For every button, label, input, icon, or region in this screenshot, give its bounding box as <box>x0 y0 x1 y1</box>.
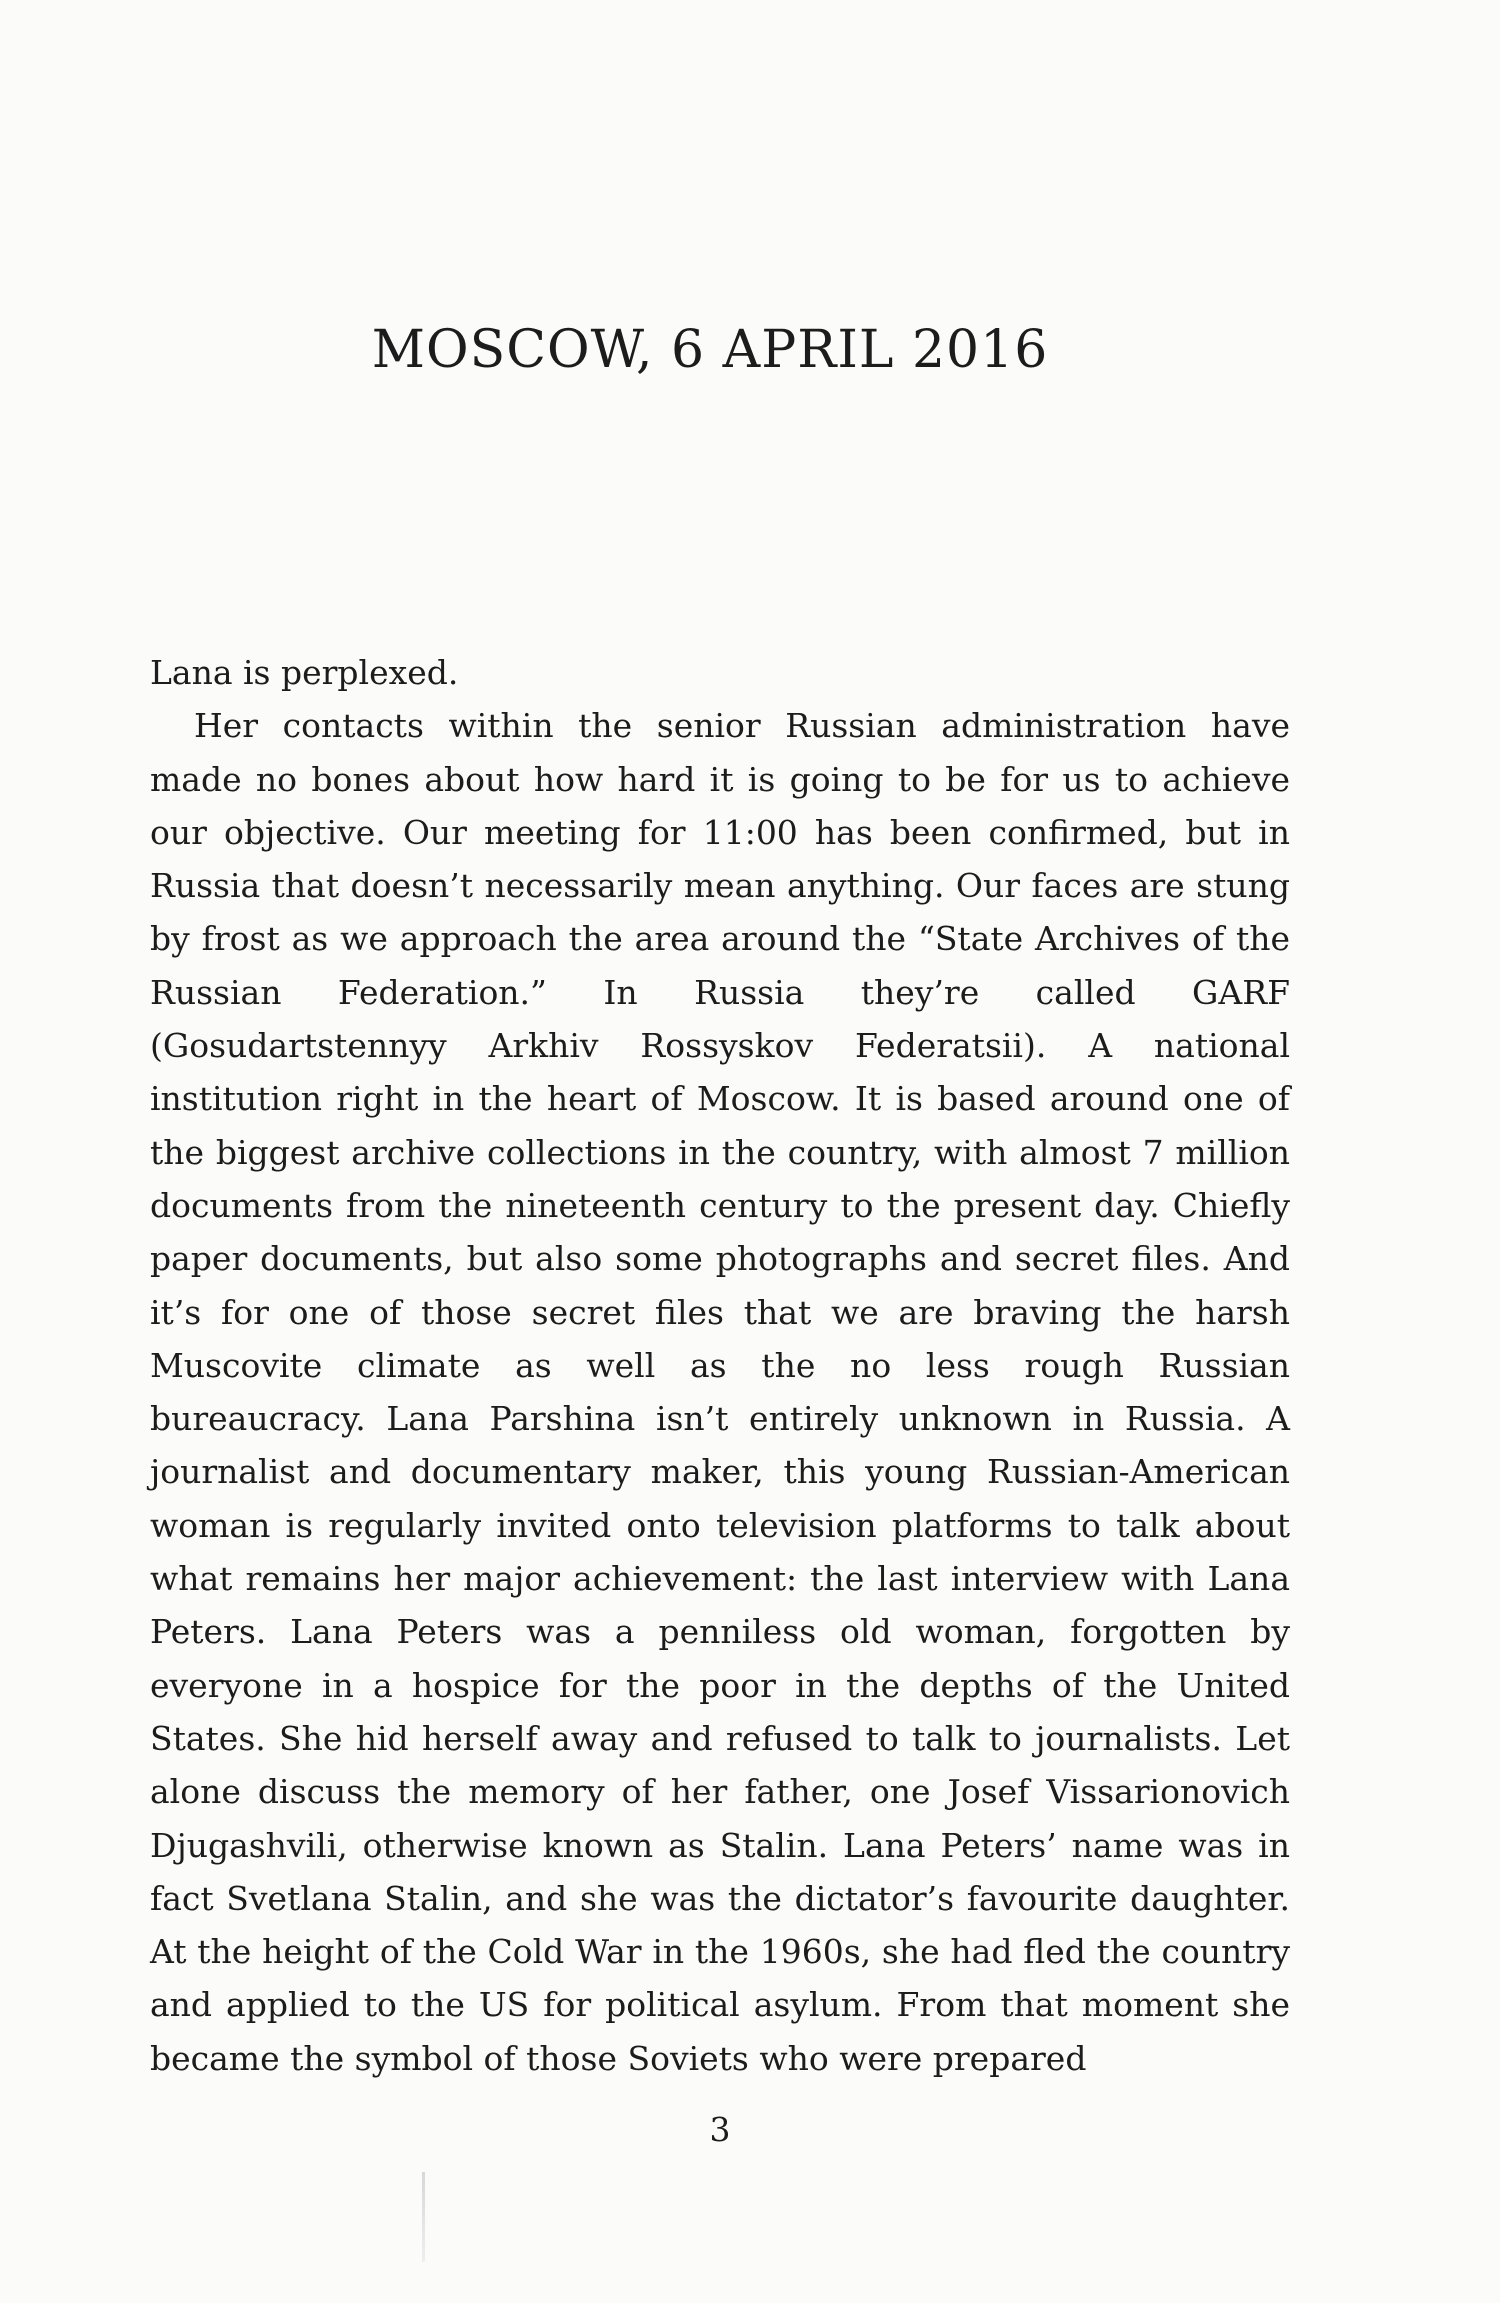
chapter-title: MOSCOW, 6 APRIL 2016 <box>371 320 1049 380</box>
scan-margin-mark <box>422 2172 425 2262</box>
page-number: 3 <box>709 2110 731 2149</box>
paragraph-2: Her contacts within the senior Russian administration have made no bones about how hard it is going to be for us to achieve our objective. Our meeting for 11:00 has been confirmed, but in Russia that doesn’t necessarily mean anything. Our faces are stung by frost as we approach the area around the “State Archives of the Russian Federation.” In Russia they’re called GARF (Gosudartstennyy Arkhiv Rossyskov Federatsii). A national institution right in the heart of Moscow. It is based around one of the biggest archive collections in the country, with almost 7 million documents from the nineteenth century to the present day. Chiefly paper documents, but also some photographs and secret files. And it’s for one of those secret files that we are braving the harsh Muscovite climate as well as the no less rough Russian bureaucracy. Lana Parshina isn’t entirely unknown in Russia. A journalist and documentary maker, this young Russian-American woman is regularly invited onto television platforms to talk about what remains her major achievement: the last interview with Lana Peters. Lana Peters was a penniless old woman, forgotten by everyone in a hospice for the poor in the depths of the United States. She hid herself away and refused to talk to journalists. Let alone discuss the memory of her father, one Josef Vissarionovich Djugashvili, otherwise known as Stalin. Lana Peters’ name was in fact Svetlana Stalin, and she was the dictator’s favourite daughter. At the height of the Cold War in the 1960s, she had fled the country and applied to the US for political asylum. From that moment she became the symbol of those Soviets who were prepared <box>150 706 1290 2078</box>
paragraph-1: Lana is perplexed. <box>150 653 459 692</box>
chapter-body <box>150 646 1290 2085</box>
